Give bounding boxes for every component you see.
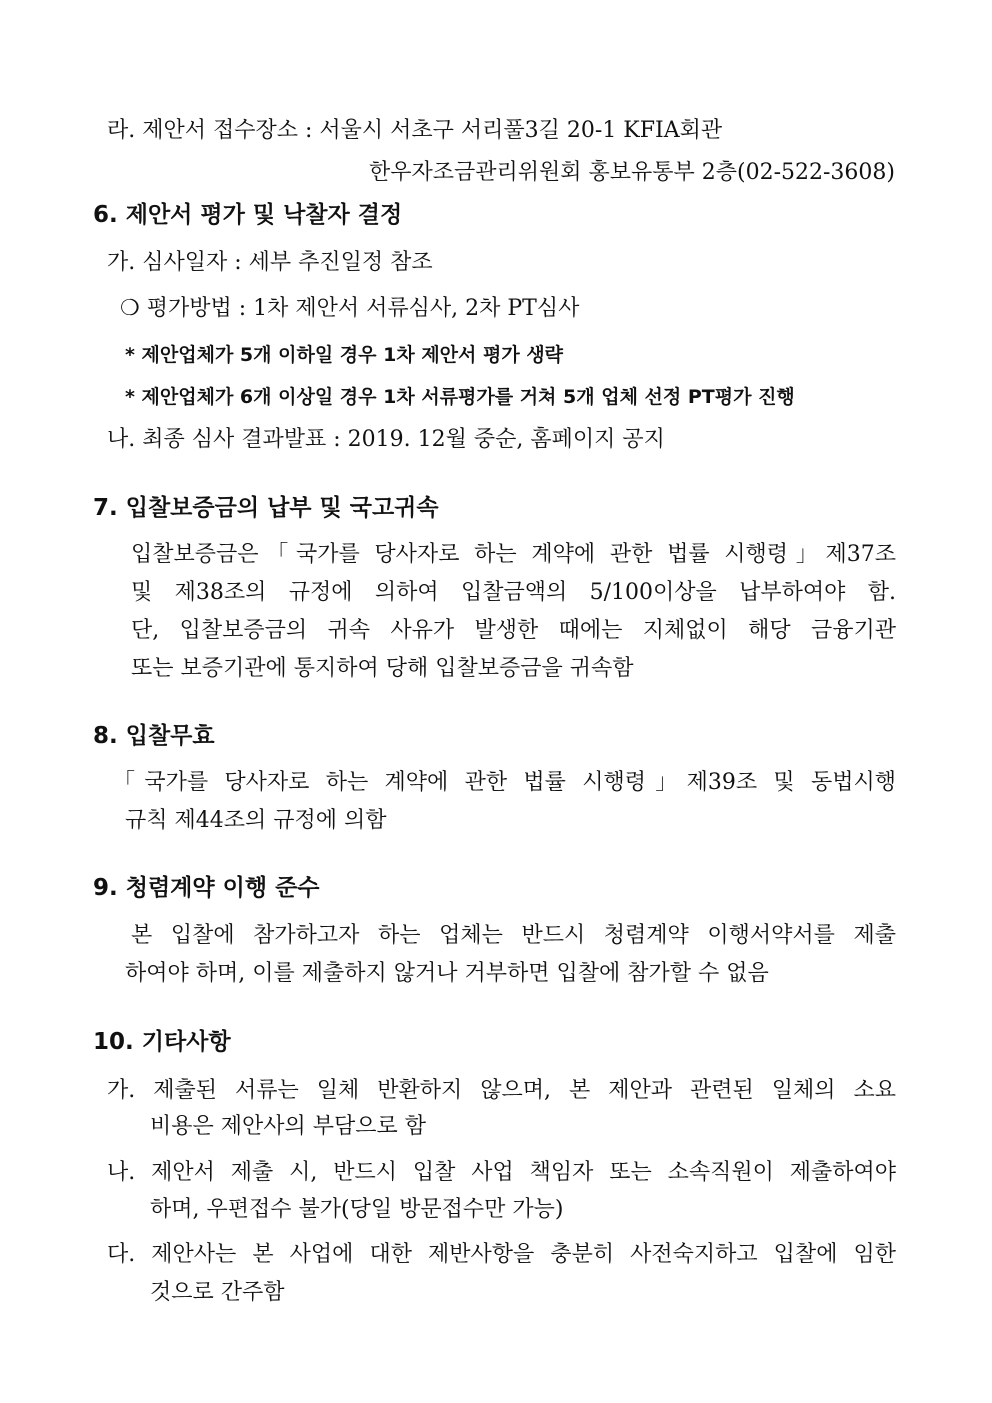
section8-line-1: 「국가를 당사자로 하는 계약에 관한 법률 시행령」제39조 및 동법시행 (113, 770, 896, 795)
section9-line-2: 하여야 하며, 이를 제출하지 않거나 거부하면 입찰에 참가할 수 없음 (125, 961, 769, 986)
section10-item-da-line-2: 것으로 간주함 (150, 1280, 285, 1305)
section7-line-2: 및 제38조의 규정에 의하여 입찰금액의 5/100이상을 납부하여야 함. (131, 580, 896, 605)
section9-line-1: 본 입찰에 참가하고자 하는 업체는 반드시 청렴계약 이행서약서를 제출 (131, 923, 896, 948)
section10-item-da-line-1: 다. 제안사는 본 사업에 대한 제반사항을 충분히 사전숙지하고 입찰에 임한 (107, 1242, 896, 1267)
section6-evaluation-method: ❍ 평가방법 : 1차 제안서 서류심사, 2차 PT심사 (120, 296, 580, 321)
section8-line-2: 규칙 제44조의 규정에 의함 (125, 808, 387, 833)
section7-heading: 7. 입찰보증금의 납부 및 국고귀속 (93, 495, 439, 521)
section7-line-4: 또는 보증기관에 통지하여 당해 입찰보증금을 귀속함 (131, 656, 634, 681)
section10-item-ga-line-1: 가. 제출된 서류는 일체 반환하지 않으며, 본 제안과 관련된 일체의 소요 (107, 1078, 896, 1103)
section6-note-2: * 제안업체가 6개 이상일 경우 1차 서류평가를 거쳐 5개 업체 선정 PT평가 진행 (125, 386, 795, 408)
section7-line-1: 입찰보증금은「국가를 당사자로 하는 계약에 관한 법률 시행령」제37조 (131, 542, 896, 567)
section9-heading: 9. 청렴계약 이행 준수 (93, 875, 320, 901)
section7-line-3: 단, 입찰보증금의 귀속 사유가 발생한 때에는 지체없이 해당 금융기관 (131, 618, 896, 643)
section6-heading: 6. 제안서 평가 및 낙찰자 결정 (93, 202, 403, 228)
section10-item-na-line-2: 하며, 우편접수 불가(당일 방문접수만 가능) (150, 1197, 564, 1222)
section5-item-ra: 라. 제안서 접수장소 : 서울시 서초구 서리풀3길 20-1 KFIA회관 (107, 118, 723, 143)
section6-item-ga: 가. 심사일자 : 세부 추진일정 참조 (107, 250, 433, 275)
section8-heading: 8. 입찰무효 (93, 723, 215, 749)
section10-heading: 10. 기타사항 (93, 1029, 231, 1055)
section6-item-na: 나. 최종 심사 결과발표 : 2019. 12월 중순, 홈페이지 공지 (107, 427, 665, 452)
section10-item-ga-line-2: 비용은 제안사의 부담으로 함 (150, 1114, 427, 1139)
section6-note-1: * 제안업체가 5개 이하일 경우 1차 제안서 평가 생략 (125, 344, 564, 366)
section5-item-ra-continuation: 한우자조금관리위원회 홍보유통부 2층(02-522-3608) (368, 160, 895, 185)
section10-item-na-line-1: 나. 제안서 제출 시, 반드시 입찰 사업 책임자 또는 소속직원이 제출하여야 (107, 1160, 896, 1185)
